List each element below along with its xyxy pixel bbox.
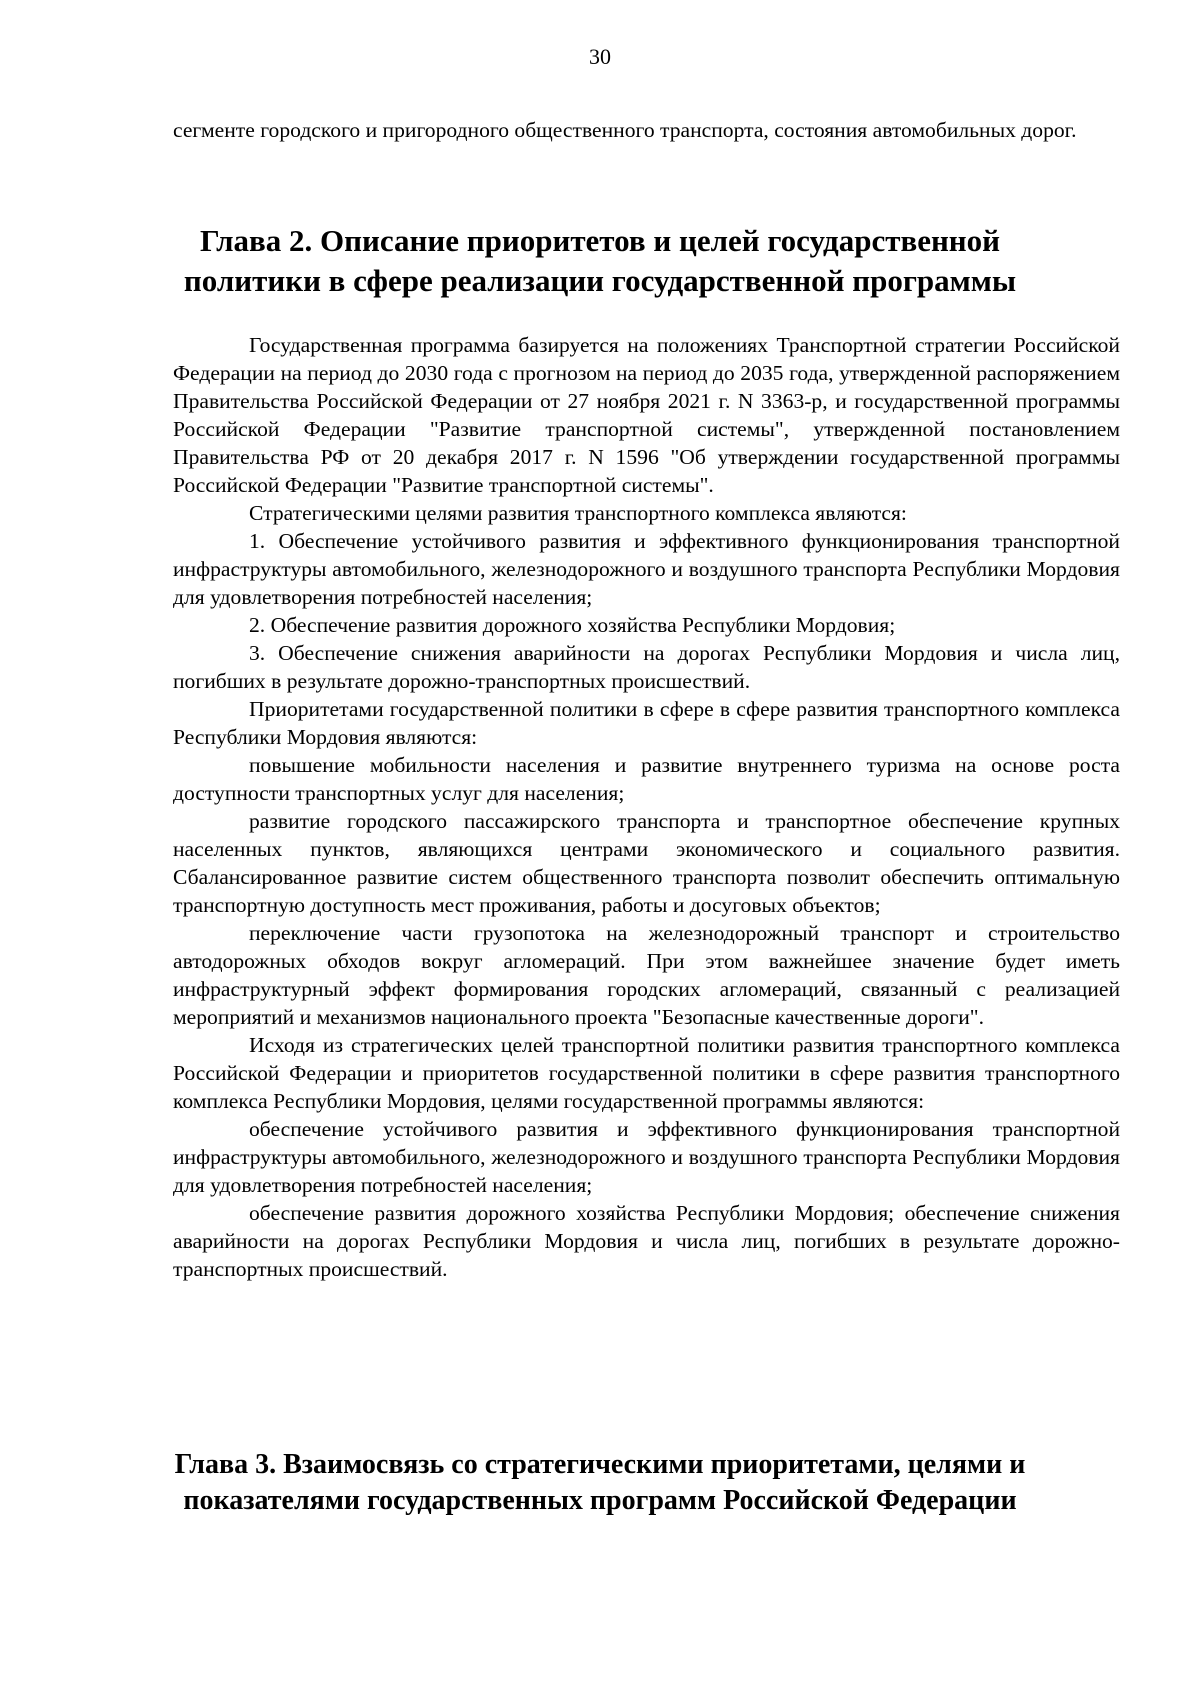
chapter-2-heading-line-2: политики в сфере реализации государственной программы [183, 263, 1017, 298]
chapter-2-heading-line-1: Глава 2. Описание приоритетов и целей государственной [199, 223, 1001, 258]
paragraph: Приоритетами государственной политики в сфере в сфере развития транспортного комплекса Республики Мордовия являются: [173, 697, 1120, 749]
chapter-3-heading-line-2: показателями государственных программ Российской Федерации [183, 1485, 1017, 1516]
chapter-2-body [173, 331, 1120, 1283]
paragraph: обеспечение устойчивого развития и эффективного функционирования транспортной инфраструктуры автомобильного, железнодорожного и воздушного транспорта Республики Мордовия для удовлетворения потребностей населения; [173, 1117, 1120, 1197]
paragraph: развитие городского пассажирского транспорта и транспортное обеспечение крупных населенных пунктов, являющихся центрами экономического и социального развития. Сбалансированное развитие систем общественного транспорта позволит обеспечить оптимальную транспортную доступность мест проживания, работы и досуговых объектов; [173, 809, 1120, 917]
paragraph: Стратегическими целями развития транспортного комплекса являются: [249, 501, 907, 525]
list-item: 2. Обеспечение развития дорожного хозяйства Республики Мордовия; [249, 613, 896, 637]
page-number: 30 [589, 44, 611, 69]
chapter-3-heading [120, 1447, 1080, 1519]
paragraph: обеспечение развития дорожного хозяйства Республики Мордовия; обеспечение снижения аварийности на дорогах Республики Мордовия и числа лиц, погибших в результате дорожно-транспортных происшествий. [173, 1201, 1120, 1281]
chapter-2-heading [120, 221, 1080, 301]
paragraph: повышение мобильности населения и развитие внутреннего туризма на основе роста доступности транспортных услуг для населения; [173, 753, 1120, 805]
list-item: 1. Обеспечение устойчивого развития и эффективного функционирования транспортной инфраструктуры автомобильного, железнодорожного и воздушного транспорта Республики Мордовия для удовлетворения потребностей населения; [173, 529, 1120, 609]
paragraph: Исходя из стратегических целей транспортной политики развития транспортного комплекса Российской Федерации и приоритетов государственной политики в сфере развития транспортного комплекса Республики Мордовия, целями государственной программы являются: [173, 1033, 1120, 1113]
paragraph: переключение части грузопотока на железнодорожный транспорт и строительство автодорожных обходов вокруг агломераций. При этом важнейшее значение будет иметь инфраструктурный эффект формирования городских агломераций, связанный с реализацией мероприятий и механизмов национального проекта "Безопасные качественные дороги". [173, 921, 1120, 1029]
chapter-3-heading-line-1: Глава 3. Взаимосвязь со стратегическими приоритетами, целями и [174, 1449, 1026, 1480]
intro-block [173, 116, 1120, 144]
intro-paragraph: сегменте городского и пригородного общественного транспорта, состояния автомобильных дорог. [173, 118, 1077, 142]
paragraph: Государственная программа базируется на положениях Транспортной стратегии Российской Федерации на период до 2030 года с прогнозом на период до 2035 года, утвержденной распоряжением Правительства Российской Федерации от 27 ноября 2021 г. N 3363-р, и государственной программы Российской Федерации "Развитие транспортной системы", утвержденной постановлением Правительства РФ от 20 декабря 2017 г. N 1596 "Об утверждении государственной программы Российской Федерации "Развитие транспортной системы". [173, 333, 1120, 497]
list-item: 3. Обеспечение снижения аварийности на дорогах Республики Мордовия и числа лиц, погибших в результате дорожно-транспортных происшествий. [173, 641, 1120, 693]
